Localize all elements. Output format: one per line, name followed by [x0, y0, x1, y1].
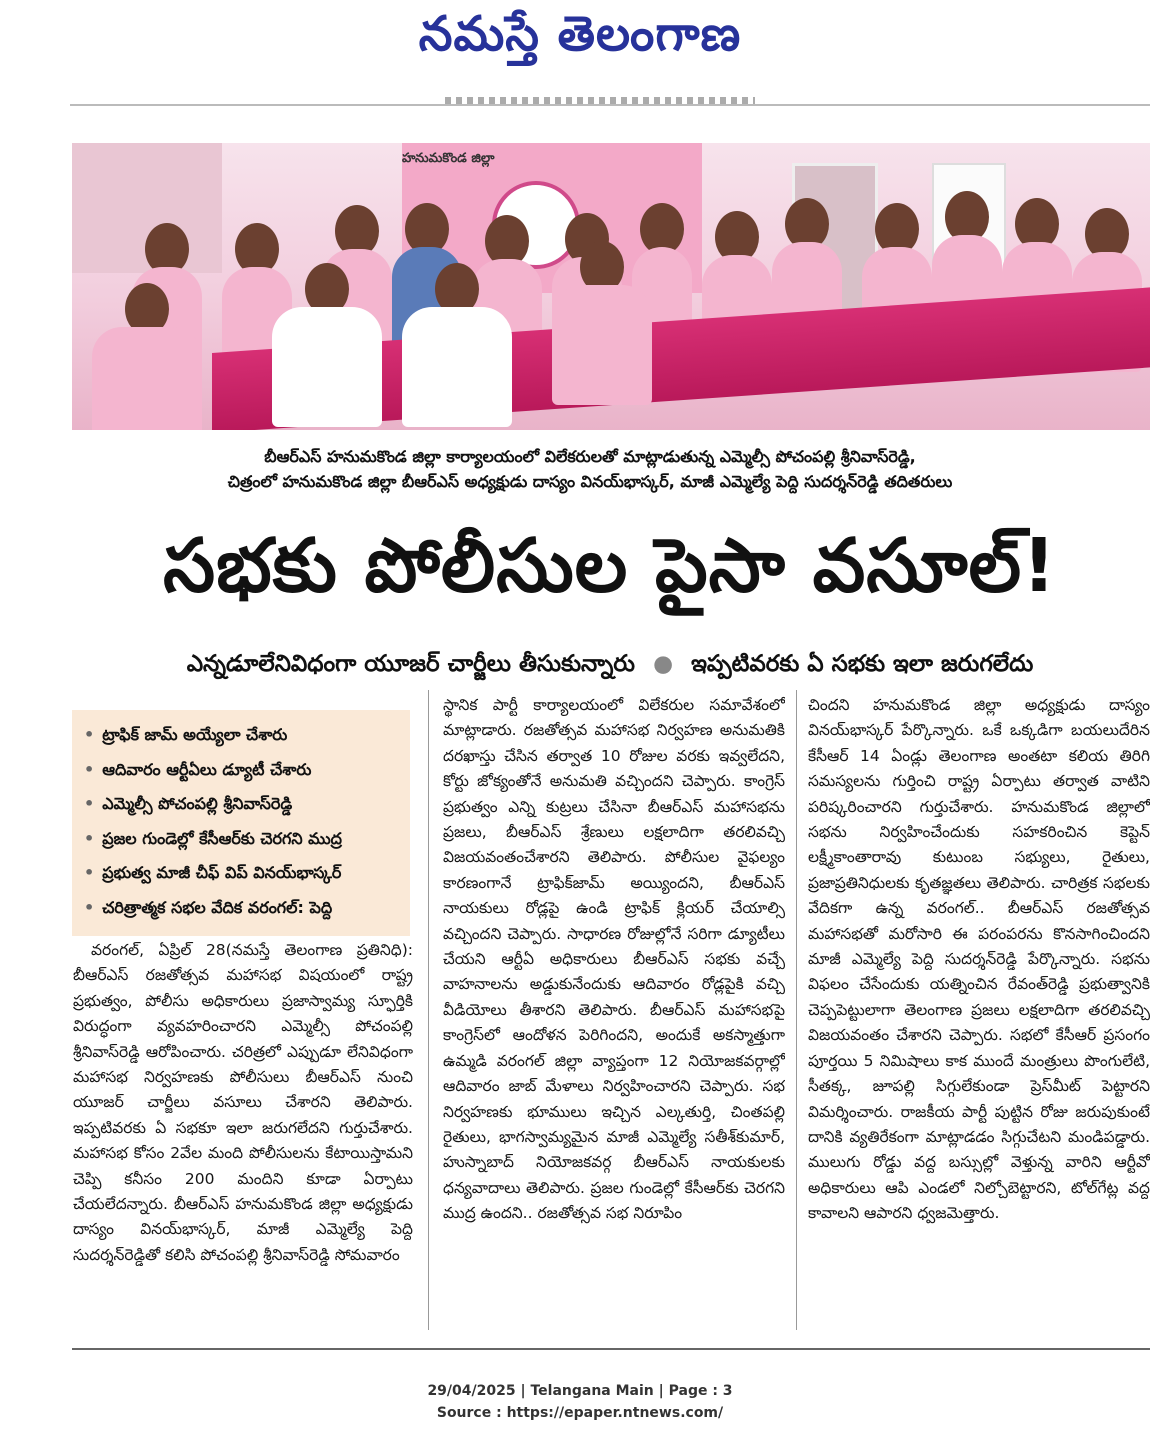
highlight-item: • చరిత్రాత్మక సభల వేదిక వరంగల్: పెద్ది: [84, 897, 333, 917]
footer-source-link[interactable]: Source : https://epaper.ntnews.com/: [436, 1405, 724, 1421]
news-photo: [72, 143, 1150, 430]
highlight-item: • ట్రాఫిక్ జామ్ అయ్యేలా చేశారు: [84, 725, 288, 744]
sub-headline-separator: ●: [652, 651, 674, 677]
highlight-item: • ప్రభుత్వ మాజీ చీఫ్ విప్ వినయ్‌భాస్కర్: [84, 863, 342, 882]
highlight-item: • ఆదివారం ఆర్టీఏలు డ్యూటీ చేశారు: [84, 759, 312, 779]
photo-caption: [140, 444, 1040, 494]
sub-headline-left: ఎన్నడూలేనివిధంగా యూజర్ చార్జీలు తీసుకున్నారు: [186, 651, 635, 677]
header-rule: [70, 104, 1150, 106]
article-column-2: స్థానిక పార్టీ కార్యాలయంలో విలేకరుల సమావేశంలో మాట్లాడారు. రజతోత్సవ మహాసభ నిర్వహణ అనుమతికి దరఖాస్తు చేసిన తర్వాత 10 రోజుల వరకు ఇవ్వలేదని, కోర్టు జోక్యంతోనే అనుమతి వచ్చిందని చెప్పారు. కాంగ్రెస్ ప్రభుత్వం ఎన్ని కుట్రలు చేసినా బీఆర్ఎస్ మహాసభను ప్రజలు, బీఆర్ఎస్ శ్రేణులు లక్షలాదిగా తరలివచ్చి విజయవంతంచేశారని తెలిపారు. పోలీసుల వైఫల్యం కారణంగానే ట్రాఫిక్‌జామ్ అయ్యిందని, బీఆర్ఎస్ నాయకులు రోడ్లపై ఉండి ట్రాఫిక్ క్లియర్ చేయాల్సి వచ్చిందని చెప్పారు. సాధారణ రోజుల్లోనే సరిగా డ్యూటీలు చేయని ఆర్టీఏ అధికారులు బీఆర్ఎస్ సభకు వచ్చే వాహనాలను అడ్డుకునేందుకు ఆదివారం రోడ్లపైకి వచ్చి వీడియోలు తీశారని తెలిపారు. బీఆర్ఎస్ మహాసభపై కాంగ్రెస్‌లో ఆందోళన పెరిగిందని, అందుకే అకస్మాత్తుగా ఉమ్మడి వరంగల్ జిల్లా వ్యాప్తంగా 12 నియోజకవర్గాల్లో ఆదివారం జాబ్ మేళాలు నిర్వహించారని చెప్పారు. సభ నిర్వహణకు భూములు ఇచ్చిన ఎల్కతుర్తి, చింతపల్లి రైతులు, భాగస్వామ్యమైన మాజీ ఎమ్మెల్యే సతీశ్‌కుమార్, హుస్నాబాద్ నియోజకవర్గ బీఆర్ఎస్ నాయకులకు ధన్యవాదాలు తెలిపారు. ప్రజల గుండెల్లో కేసీఆర్‌కు చెరగని ముద్ర ఉందని.. రజతోత్సవ సభ నిరూపిం: [443, 696, 785, 1223]
headline: సభకు పోలీసుల పైసా వసూల్!: [163, 523, 1057, 609]
newspaper-title: నమస్తే తెలంగాణ: [418, 6, 742, 62]
sub-headline: [60, 646, 1160, 682]
page-footer: [0, 1380, 1160, 1424]
column-divider: [796, 690, 797, 1330]
highlight-item: • ప్రజల గుండెల్లో కేసీఆర్‌కు చెరగని ముద్ర: [84, 828, 342, 848]
caption-line-1: బీఆర్ఎస్ హనుమకొండ జిల్లా కార్యాలయంలో విలేకరులతో మాట్లాడుతున్న ఎమ్మెల్సీ పోచంపల్లి శ్రీనివాస్‌రెడ్డి,: [264, 447, 916, 466]
article-column-3: చిందని హనుమకొండ జిల్లా అధ్యక్షుడు దాస్యం వినయ్‌భాస్కర్ పేర్కొన్నారు. ఒకే ఒక్కడిగా బయలుదేరిన కేసీఆర్ 14 ఏండ్లు తెలంగాణ అంతటా కలియ తిరిగి సమస్యలను గుర్తించి రాష్ట్ర ఏర్పాటు తర్వాత వాటిని పరిష్కరించారని గుర్తుచేశారు. హనుమకొండ జిల్లాలో సభను నిర్వహించేందుకు సహకరించిన కెప్టెన్ లక్ష్మీకాంతారావు కుటుంబ సభ్యులు, రైతులు, ప్రజాప్రతినిధులకు కృతజ్ఞతలు తెలిపారు. చారిత్రక సభలకు వేదికగా ఉన్న వరంగల్.. బీఆర్ఎస్ రజతోత్సవ మహాసభతో మరోసారి ఈ పరంపరను కొనసాగించిందని మాజీ ఎమ్మెల్యే పెద్ది సుదర్శన్‌రెడ్డి పేర్కొన్నారు. సభను విఫలం చేసేందుకు యత్నించిన రేవంత్‌రెడ్డి ప్రభుత్వానికి చెప్పపెట్టులాగా తెలంగాణ ప్రజలు లక్షలాదిగా తరలివచ్చి విజయవంతం చేశారని చెప్పారు. సభలో కేసీఆర్ ప్రసంగం పూర్తయి 5 నిమిషాలు కాక ముందే మంత్రులు పొంగులేటి, సీతక్క, జూపల్లి సిగ్గులేకుండా ప్రెస్‌మీట్ పెట్టారని విమర్శించారు. రాజకీయ పార్టీ పుట్టిన రోజు జరుపుకుంటే దానికి వ్యతిరేకంగా మాట్లాడడం సిగ్గుచేటని మండిపడ్డారు. ములుగు రోడ్డు వద్ద బస్సుల్లో వెళ్తున్న వారిని ఆర్టీవో అధికారులు ఆపి ఎండలో నిల్చోబెట్టారని, టోల్‌గేట్ల వద్ద కావాలని ఆపారని ధ్వజమెత్తారు.: [808, 696, 1150, 1223]
column-divider: [428, 690, 429, 1330]
masthead: [0, 0, 1160, 80]
photo-banner-text: హనుమకొండ జిల్లా: [402, 151, 495, 166]
page-bottom-rule: [72, 1348, 1150, 1350]
highlights-box: [72, 710, 410, 936]
article-column-1: వరంగల్, ఏప్రిల్ 28(నమస్తే తెలంగాణ ప్రతినిధి): బీఆర్ఎస్ రజతోత్సవ మహాసభ విషయంలో రాష్ట్ర ప్రభుత్వం, పోలీసు అధికారులు ప్రజాస్వామ్య స్ఫూర్తికి విరుద్ధంగా వ్యవహరించారని ఎమ్మెల్సీ పోచంపల్లి శ్రీనివాస్‌రెడ్డి ఆరోపించారు. చరిత్రలో ఎప్పుడూ లేనివిధంగా మహాసభ నిర్వహణకు పోలీసులు బీఆర్ఎస్ నుంచి యూజర్ చార్జీలు వసూలు చేశారని తెలిపారు. ఇప్పటివరకు ఏ సభకూ ఇలా జరుగలేదని గుర్తుచేశారు. మహాసభ కోసం 2వేల మంది పోలీసులను కేటాయిస్తామని చెప్పి కనీసం 200 మందిని కూడా ఏర్పాటు చేయలేదన్నారు. బీఆర్ఎస్ హనుమకొండ జిల్లా అధ్యక్షుడు దాస్యం వినయ్‌భాస్కర్, మాజీ ఎమ్మెల్యే పెద్ది సుదర్శన్‌రెడ్డితో కలిసి పోచంపల్లి శ్రీనివాస్‌రెడ్డి సోమవారం: [73, 941, 413, 1264]
caption-line-2: చిత్రంలో హనుమకొండ జిల్లా బీఆర్ఎస్ అధ్యక్షుడు దాస్యం వినయ్‌భాస్కర్, మాజీ ఎమ్మెల్యే పెద్ది సుదర్శన్‌రెడ్డి తదితరులు: [227, 472, 953, 491]
sub-headline-right: ఇప్పటివరకు ఏ సభకు ఇలా జరుగలేదు: [691, 651, 1034, 677]
footer-edition-info: 29/04/2025 | Telangana Main | Page : 3: [427, 1383, 733, 1399]
highlight-item: • ఎమ్మెల్సీ పోచంపల్లి శ్రీనివాస్‌రెడ్డి: [84, 794, 293, 813]
